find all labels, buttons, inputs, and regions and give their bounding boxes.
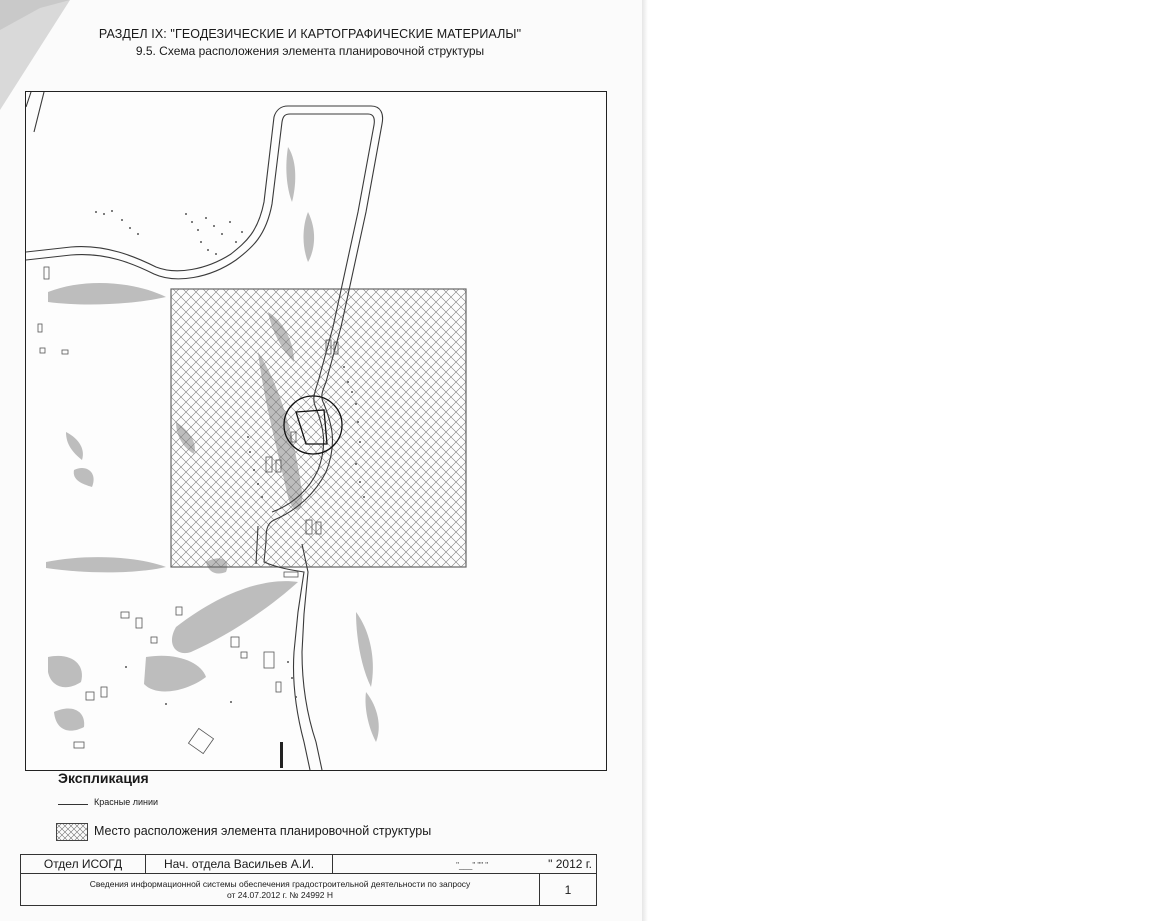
line-swatch-icon [58,804,88,805]
stamp-department: Отдел ИСОГД [21,855,146,874]
map-frame [25,91,607,771]
legend-label-red-lines: Красные линии [94,797,159,807]
legend-label-planning-area: Место расположения элемента планировочной структуры [94,824,432,838]
page-edge-shadow [642,0,648,921]
section-title: РАЗДЕЛ IX: "ГЕОДЕЗИЧЕСКИЕ И КАРТОГРАФИЧЕСКИЕ МАТЕРИАЛЫ" [98,27,522,41]
stamp-info [21,874,540,906]
legend-title: Экспликация [58,770,149,786]
map-subtitle: 9.5. Схема расположения элемента планировочной структуры [135,44,485,58]
stamp-date-marks: "___" "" " [456,861,489,870]
crosshatch-swatch-icon [56,823,88,841]
stamp-date [333,855,597,874]
stamp-sheet-number: 1 [540,874,597,906]
stamp-info-line-1: Сведения информационной системы обеспечения градостроительной деятельности по запросу [89,878,471,889]
stamp-head-of-department: Нач. отдела Васильев А.И. [146,855,333,874]
stamp-date-year: " 2012 г. [548,857,592,871]
planning-element-area [171,289,466,567]
stamp-info-line-2: от 24.07.2012 г. № 24992 Н [226,889,334,900]
title-block-stamp [20,854,597,906]
scheme-map [26,92,606,770]
road-marker [280,742,283,768]
